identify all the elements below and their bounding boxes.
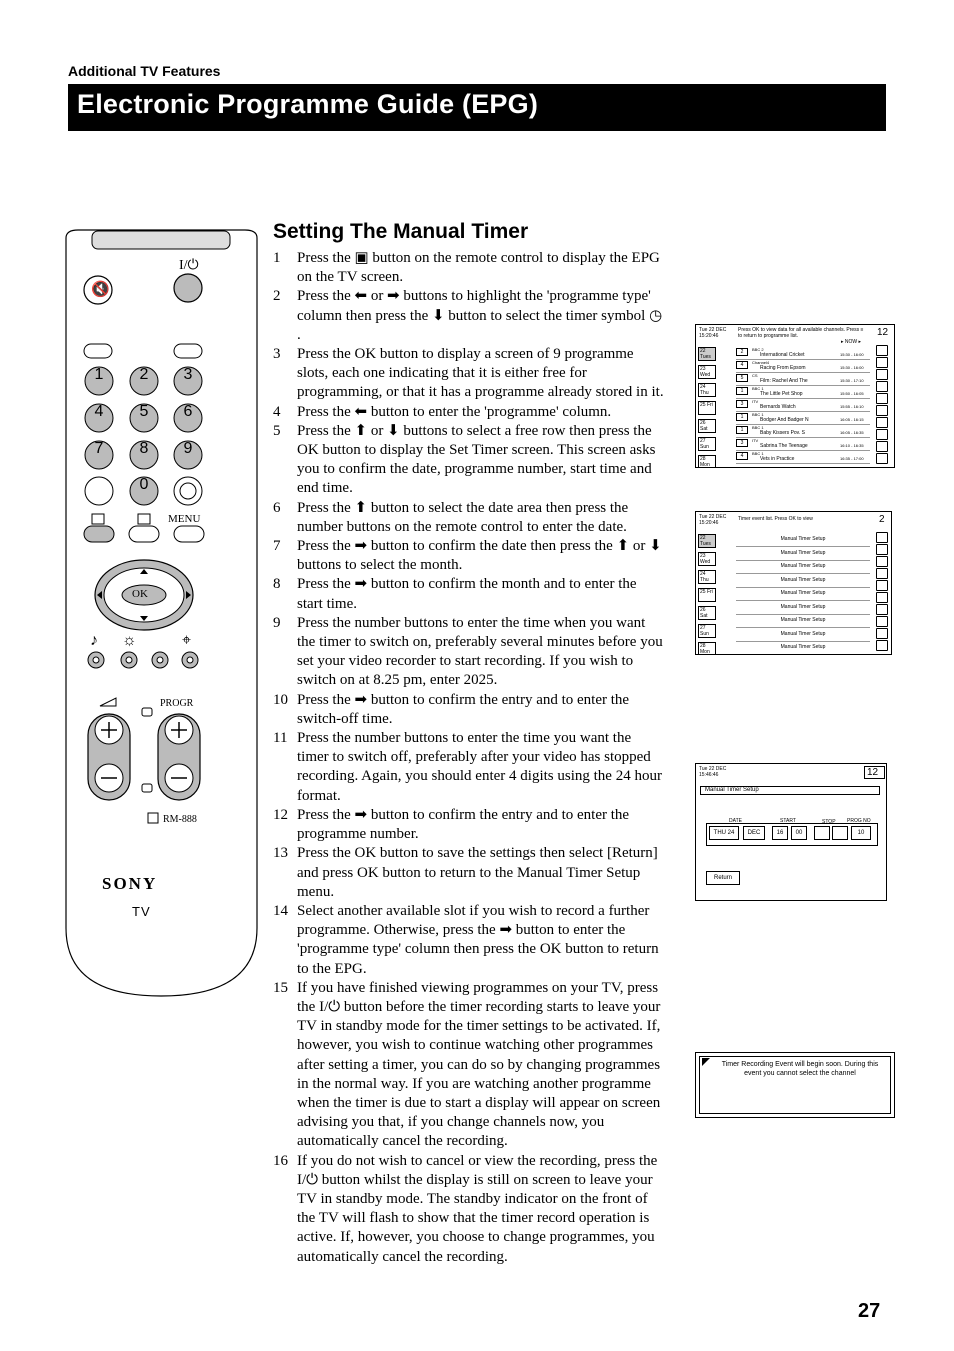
programme-title: Baby Kissers Pov. S (760, 430, 805, 436)
network-cell: ITV (752, 399, 759, 404)
day-cell[interactable]: 27 Sun (698, 624, 716, 638)
corner-marker-icon (702, 1058, 710, 1066)
number-button-2[interactable]: 2 (139, 366, 149, 383)
programme-time: 16:05 - 16:35 (840, 430, 864, 435)
programme-type-icon[interactable] (876, 417, 888, 428)
programme-type-icon[interactable] (876, 429, 888, 440)
list-item: 1 Press the ▣ button on the remote control to display the EPG on the TV screen. (273, 250, 660, 286)
programme-type-icon[interactable] (876, 345, 888, 356)
programme-type-icon[interactable] (876, 453, 888, 464)
programme-title: Film: Rachel And The (760, 378, 808, 384)
timer-slot-row[interactable]: Manual Timer Setup (736, 644, 870, 655)
channel-cell: 4 (736, 452, 748, 460)
channel-cell: 3 (736, 439, 748, 447)
day-cell[interactable]: 27 Sun (698, 437, 716, 451)
number-button-9[interactable]: 9 (183, 440, 193, 457)
programme-type-icon[interactable] (876, 544, 888, 555)
day-cell[interactable]: 24 Thu (698, 570, 716, 584)
number-button-8[interactable]: 8 (139, 440, 149, 457)
month-field[interactable]: DEC (743, 826, 765, 840)
now-label: ▸ NOW ▸ (841, 339, 862, 345)
channel-cell: 1 (736, 413, 748, 421)
timer-list-instruction: Timer event list. Press OK to view (738, 516, 813, 522)
menu-label: MENU (168, 513, 201, 525)
sub-heading: Setting The Manual Timer (273, 220, 529, 243)
title-bar (68, 84, 886, 131)
list-item: 4 Press the ⬅ button to enter the 'programme' column. (273, 403, 612, 420)
list-item: 14 Select another available slot if you wish to record a further programme. Otherwise, press the ➡ button to enter the 'programme type' column then press the OK button to return to the EPG. (273, 902, 659, 977)
programme-type-icon[interactable] (876, 393, 888, 404)
programme-type-icon[interactable] (876, 640, 888, 651)
programme-type-icon[interactable] (876, 580, 888, 591)
list-item: 13 Press the OK button to save the settings then select [Return] and press OK button to return to the Manual Timer Setup menu. (273, 845, 658, 900)
epg-date: Tue 22 DEC (699, 766, 727, 772)
warning-message: Timer Recording Event will begin soon. During this event you cannot select the channel (721, 1061, 879, 1077)
programme-title: The Little Pet Shop (760, 391, 803, 397)
timer-slot-row[interactable]: Manual Timer Setup (736, 577, 870, 588)
programme-time: 15:30 - 17:10 (840, 378, 864, 383)
programme-type-icon[interactable] (876, 604, 888, 615)
prog-number-field[interactable]: 10 (851, 826, 871, 840)
programme-row[interactable] (736, 412, 870, 425)
channel-cell: 4 (736, 361, 748, 369)
list-item: 8 Press the ➡ button to confirm the month and to enter the start time. (273, 576, 637, 612)
start-minute-field[interactable]: 00 (791, 826, 807, 840)
day-cell[interactable]: 25 Fri (698, 401, 716, 415)
programme-title: Vets in Practice (760, 456, 795, 462)
model-label: RM-888 (163, 814, 197, 825)
programme-time: 16:35 - 17:00 (840, 456, 864, 461)
programme-type-icon[interactable] (876, 616, 888, 627)
day-cell[interactable]: 28 Mon (698, 455, 716, 468)
programme-title: Racing From Epsom (760, 365, 806, 371)
mute-icon[interactable]: 🔇 (91, 282, 110, 298)
day-cell[interactable]: 25 Fri (698, 588, 716, 602)
programme-row[interactable] (736, 360, 870, 373)
return-button[interactable]: Return (706, 871, 740, 885)
programme-time: 15:30 - 16:00 (840, 352, 864, 357)
number-button-4[interactable]: 4 (94, 403, 104, 420)
channel-cell: 2 (736, 348, 748, 356)
day-cell[interactable]: 22 Tues (698, 347, 716, 361)
list-item: 10 Press the ➡ button to confirm the entry and to enter the switch-off time. (273, 691, 630, 727)
list-item: 2 Press the ⬅ or ➡ buttons to highlight the 'programme type' column then press the ⬇ button to select the timer symbol ◷ . (273, 288, 663, 343)
programme-type-icon[interactable] (876, 405, 888, 416)
start-label: START (780, 818, 796, 824)
list-item: 11 Press the number buttons to enter the time you want the timer to switch off, preferably after your video has stopped recording. Again, you should enter 4 digits using the 24 hour format. (273, 730, 662, 804)
channel-cell: 1 (736, 426, 748, 434)
ok-button[interactable]: OK (132, 588, 148, 600)
number-button-0[interactable]: 0 (139, 476, 149, 493)
channel-number: 2 (879, 514, 885, 525)
programme-type-icon[interactable] (876, 369, 888, 380)
channel-number: 12 (864, 766, 885, 779)
programme-row[interactable] (736, 386, 870, 399)
network-cell: BBC 1 (752, 425, 764, 430)
programme-row[interactable] (736, 425, 870, 438)
stop-minute-field[interactable] (832, 826, 848, 840)
list-item: 7 Press the ➡ button to confirm the date then press the ⬆ or ⬇ buttons to select the month. (273, 538, 662, 574)
epg-time: 15:20:46 (699, 333, 719, 339)
epg-time: 15:46:46 (699, 772, 719, 778)
programme-type-icon[interactable] (876, 441, 888, 452)
tv-label: TV (132, 904, 151, 919)
day-cell[interactable]: 26 Sat (698, 606, 716, 620)
network-cell: Channel4 (752, 360, 770, 365)
stop-hour-field[interactable] (814, 826, 830, 840)
programme-row[interactable] (736, 451, 870, 464)
list-item: 16 If you do not wish to cancel or view the recording, press the I/⏻ button whilst the display is still on screen to leave your TV in standby mode. The standby indicator on the front of the TV will flash to show that the timer record operation is active. If, however, you choose to change programmes, you automatically cancel the recording. (273, 1152, 658, 1265)
programme-type-icon[interactable] (876, 628, 888, 639)
network-cell: CS (752, 373, 758, 378)
number-button-7[interactable]: 7 (94, 440, 104, 457)
timer-slot-row[interactable]: Manual Timer Setup (736, 536, 870, 547)
power-button-label[interactable]: I/⏻ (179, 258, 199, 273)
programme-type-icon[interactable] (876, 568, 888, 579)
number-button-3[interactable]: 3 (183, 366, 193, 383)
programme-type-icon[interactable] (876, 357, 888, 368)
remote-control (64, 228, 259, 998)
network-cell: BBC 1 (752, 451, 764, 456)
list-item: 5 Press the ⬆ or ⬇ buttons to select a free row then press the OK button to display the Set Timer screen. This screen asks you to confirm the date, programme number, start time and end time. (273, 422, 656, 497)
number-button-6[interactable]: 6 (183, 403, 193, 420)
timer-slot-row[interactable]: Manual Timer Setup (736, 617, 870, 628)
network-cell: BBC 1 (752, 386, 764, 391)
channel-cell: 5 (736, 374, 748, 382)
network-cell: ITV (752, 438, 759, 443)
channel-number: 12 (877, 327, 889, 338)
number-button-1[interactable]: 1 (94, 366, 104, 383)
date-label: DATE (729, 818, 742, 824)
network-cell: BBC 1 (752, 412, 764, 417)
start-hour-field[interactable]: 16 (772, 826, 788, 840)
programme-row[interactable] (736, 347, 870, 360)
timer-warning-screen (695, 1052, 895, 1118)
list-item: 15 If you have finished viewing programmes on your TV, press the I/⏻ button before the timer recording starts to leave your TV in standby mode for the timer settings to be activated. If, however, you wish to continue watching other programmes after setting a timer, you can do so by changing programmes in the normal way. If you are watching another programme when the timer is due to start a display will appear on screen advising you that, if you change channels now, you automatically cancel the recording. (273, 979, 661, 1150)
programme-title: International Cricket (760, 352, 805, 358)
day-field[interactable]: THU 24 (709, 826, 739, 840)
timer-slot-row[interactable]: Manual Timer Setup (736, 631, 870, 642)
progr-label: PROGR (160, 698, 194, 709)
prog-label: PROG NO (847, 818, 871, 824)
network-cell: BBC 2 (752, 347, 764, 352)
day-cell[interactable]: 22 Tues (698, 534, 716, 548)
programme-time: 15:55 - 16:10 (840, 404, 864, 409)
day-cell[interactable]: 23 Wed (698, 365, 716, 379)
epg-screen-programme-list (695, 324, 895, 468)
programme-time: 16:10 - 16:35 (840, 443, 864, 448)
programme-time: 15:50 - 16:05 (840, 391, 864, 396)
list-item: 12 Press the ➡ button to confirm the entry and to enter the programme number. (273, 806, 630, 843)
list-item: 6 Press the ⬆ button to select the date area then press the number buttons on the remote control to enter the date. (273, 499, 629, 535)
day-cell[interactable]: 26 Sat (698, 419, 716, 433)
manual-timer-setup-screen (695, 763, 887, 901)
page-title: Electronic Programme Guide (EPG) (77, 89, 539, 119)
list-item: 9 Press the number buttons to enter the time when you want the timer to switch on, preferably several minutes before you set your video recorder to start recording. If you wish to switch on at 8.25 pm, enter 2025. (273, 614, 663, 689)
brightness-icon: ☼ (122, 632, 137, 649)
day-cell[interactable]: 24 Thu (698, 383, 716, 397)
list-item: 3 Press the OK button to display a screen of 9 programme slots, each one indicating that it is either free for programming, or that it has a programme already stored in it. (273, 346, 664, 401)
sony-logo: SONY (102, 874, 158, 893)
programme-time: 15:30 - 16:00 (840, 365, 864, 370)
section-label: Additional TV Features (68, 63, 221, 79)
channel-cell: 3 (736, 400, 748, 408)
programme-title: Bernards Watch (760, 404, 796, 410)
programme-row[interactable] (736, 373, 870, 386)
channel-cell: 1 (736, 387, 748, 395)
number-button-5[interactable]: 5 (139, 403, 149, 420)
stop-label: STOP (822, 819, 836, 825)
programme-title: Bodger And Badger N (760, 417, 809, 423)
programme-type-icon[interactable] (876, 556, 888, 567)
timer-slot-row[interactable]: Manual Timer Setup (736, 590, 870, 601)
timer-slot-row[interactable]: Manual Timer Setup (736, 550, 870, 561)
programme-type-icon[interactable] (876, 592, 888, 603)
epg-screen-timer-list (695, 511, 892, 655)
position-icon: ⌖ (182, 632, 192, 649)
steps-list (273, 249, 665, 1267)
programme-time: 16:05 - 16:15 (840, 417, 864, 422)
programme-type-icon[interactable] (876, 532, 888, 543)
programme-row[interactable] (736, 438, 870, 451)
timer-slot-row[interactable]: Manual Timer Setup (736, 604, 870, 615)
epg-time: 15:20:46 (699, 520, 719, 526)
day-cell[interactable]: 28 Mon (698, 642, 716, 655)
epg-date: Tue 22 DEC (699, 514, 727, 520)
programme-title: Sabrina The Teenage (760, 443, 808, 449)
timer-slot-row[interactable]: Manual Timer Setup (736, 563, 870, 574)
epg-instruction: Press OK to view data for all available channels. Press ≡ to return to programme list. (738, 327, 864, 339)
music-note-icon: ♪ (90, 632, 98, 649)
epg-date: Tue 22 DEC (699, 327, 727, 333)
programme-row[interactable] (736, 399, 870, 412)
setup-title: Manual Timer Setup (700, 786, 880, 795)
page-number: 27 (858, 1300, 881, 1322)
day-cell[interactable]: 23 Wed (698, 552, 716, 566)
programme-type-icon[interactable] (876, 381, 888, 392)
